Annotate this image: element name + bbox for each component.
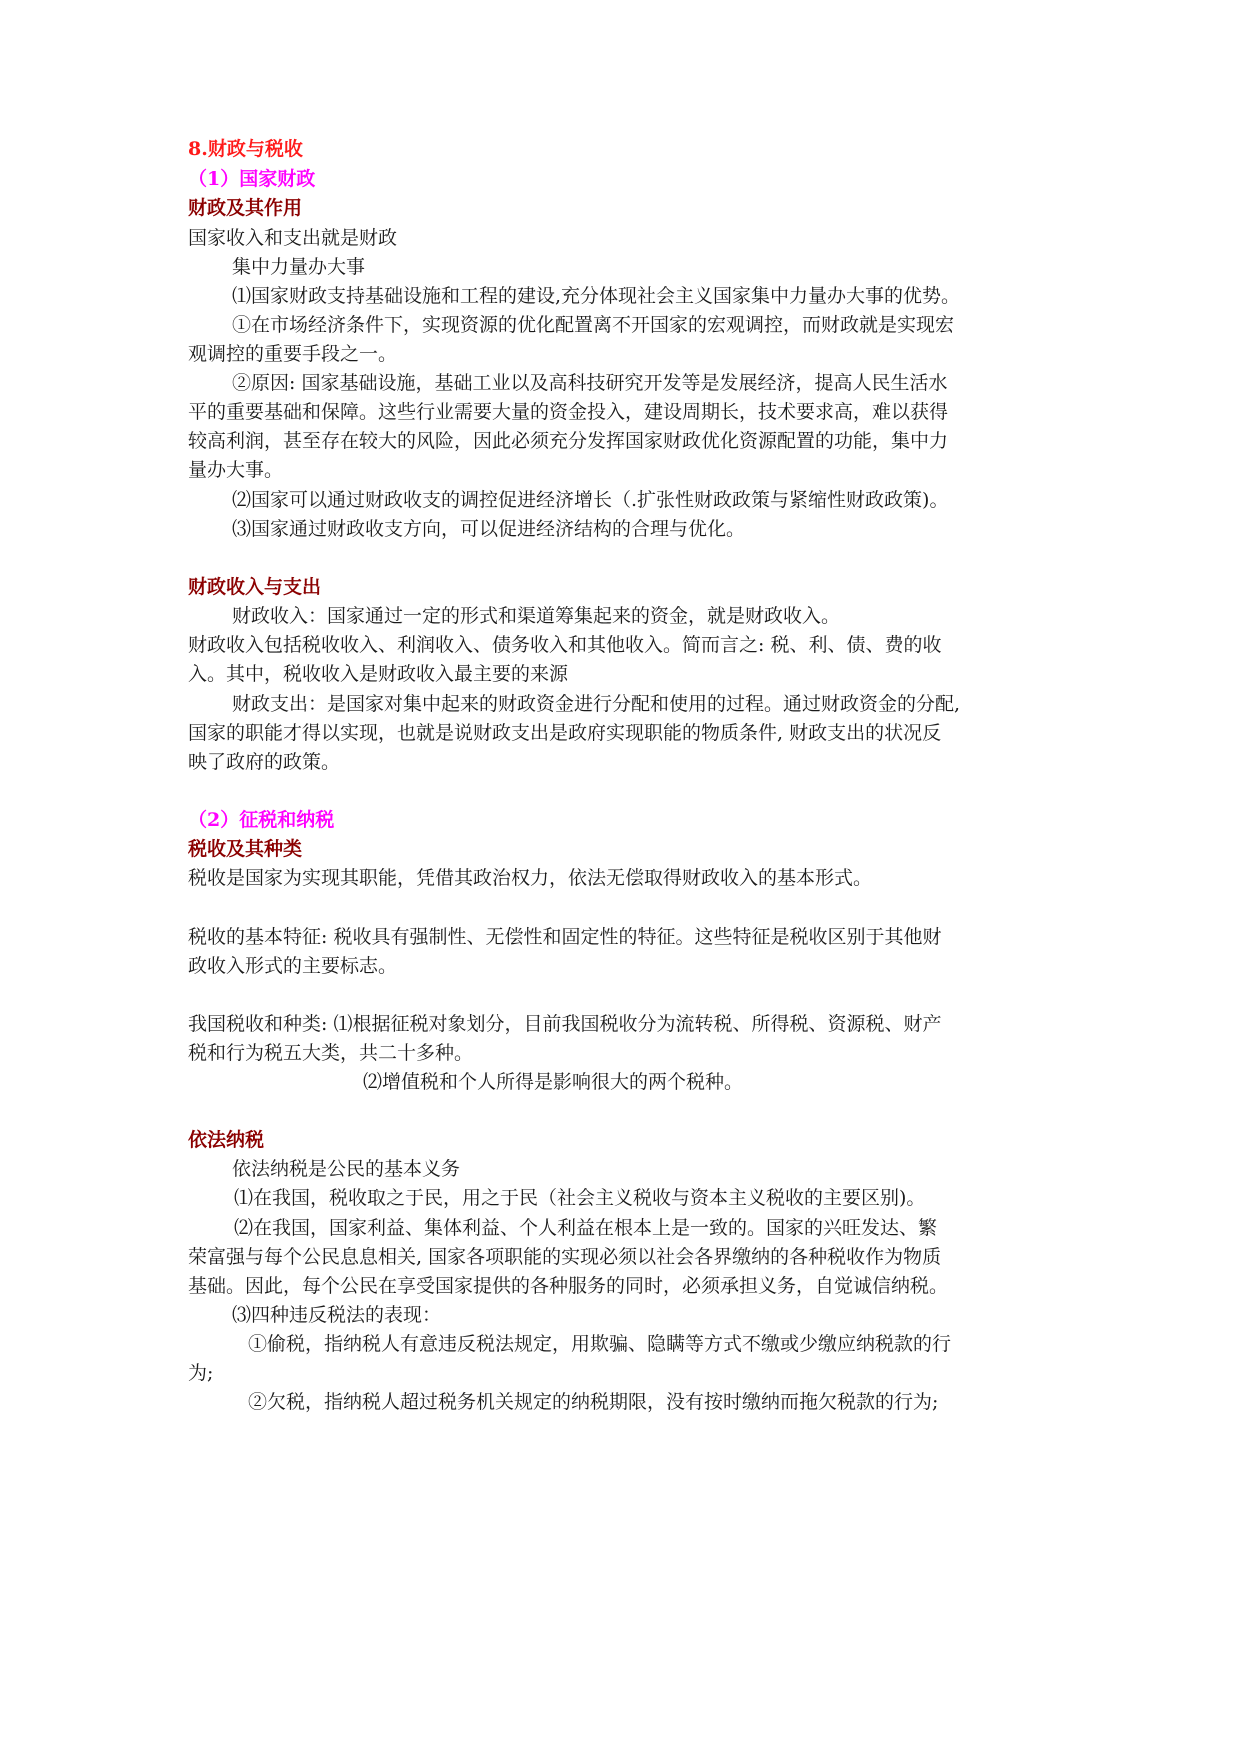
paragraph-line: ⑵在我国，国家利益、集体利益、个人利益在根本上是一致的。国家的兴旺发达、繁	[234, 1217, 938, 1239]
paragraph-line: ⑶国家通过财政收支方向，可以促进经济结构的合理与优化。	[232, 518, 746, 540]
paragraph-line: ②原因: 国家基础设施，基础工业以及高科技研究开发等是发展经济，提高人民生活水	[232, 372, 948, 394]
paragraph-line: 财政收入：国家通过一定的形式和渠道筹集起来的资金，就是财政收入。	[232, 605, 841, 627]
paragraph-line: ①偷税，指纳税人有意违反税法规定，用欺骗、隐瞒等方式不缴或少缴应纳税款的行	[248, 1333, 952, 1355]
paragraph-line: ⑵增值税和个人所得是影响很大的两个税种。	[363, 1071, 744, 1093]
paragraph-line: 国家收入和支出就是财政	[188, 227, 398, 249]
paragraph-line: 政收入形式的主要标志。	[188, 955, 398, 977]
paragraph-line: 税收是国家为实现其职能，凭借其政治权力，依法无偿取得财政收入的基本形式。	[188, 867, 873, 889]
paragraph-line: 为;	[188, 1362, 214, 1384]
doc-title: 8.财政与税收	[188, 138, 303, 160]
paragraph-line: 较高利润，甚至存在较大的风险，因此必须充分发挥国家财政优化资源配置的功能，集中力	[188, 430, 949, 452]
paragraph-line: ⑴在我国，税收取之于民，用之于民（社会主义税收与资本主义税收的主要区别)。	[234, 1187, 926, 1209]
paragraph-line: 财政支出：是国家对集中起来的财政资金进行分配和使用的过程。通过财政资金的分配,	[232, 693, 961, 715]
paragraph-line: 入。其中，税收收入是财政收入最主要的来源	[188, 663, 569, 685]
paragraph-line: ②欠税，指纳税人超过税务机关规定的纳税期限，没有按时缴纳而拖欠税款的行为;	[248, 1391, 939, 1413]
paragraph-line: ⑵国家可以通过财政收支的调控促进经济增长（.扩张性财政政策与紧缩性财政政策)。	[232, 489, 949, 511]
paragraph-line: 基础。因此，每个公民在享受国家提供的各种服务的同时，必须承担义务，自觉诚信纳税。	[188, 1275, 949, 1297]
paragraph-line: 平的重要基础和保障。这些行业需要大量的资金投入，建设周期长，技术要求高，难以获得	[188, 401, 949, 423]
paragraph-line: 我国税收和种类: ⑴根据征税对象划分，目前我国税收分为流转税、所得税、资源税、财产	[188, 1013, 942, 1035]
paragraph-line: ⑶四种违反税法的表现：	[232, 1304, 442, 1326]
subheading-tax-types: 税收及其种类	[188, 838, 303, 860]
section-heading-taxation: （2）征税和纳税	[188, 809, 335, 831]
subheading-finance-role: 财政及其作用	[188, 197, 303, 219]
paragraph-line: 量办大事。	[188, 459, 284, 481]
paragraph-line: 国家的职能才得以实现，也就是说财政支出是政府实现职能的物质条件, 财政支出的状况反	[188, 722, 942, 744]
subheading-lawful-tax: 依法纳税	[188, 1129, 265, 1151]
section-heading-national-finance: （1）国家财政	[188, 168, 316, 190]
paragraph-line: 税收的基本特征: 税收具有强制性、无偿性和固定性的特征。这些特征是税收区别于其他财	[188, 926, 942, 948]
paragraph-line: 财政收入包括税收收入、利润收入、债务收入和其他收入。简而言之: 税、利、债、费的收	[188, 634, 942, 656]
paragraph-line: 观调控的重要手段之一。	[188, 343, 398, 365]
paragraph-line: 依法纳税是公民的基本义务	[232, 1158, 461, 1180]
paragraph-line: 映了政府的政策。	[188, 751, 341, 773]
subheading-revenue-expenditure: 财政收入与支出	[188, 576, 322, 598]
paragraph-line: 集中力量办大事	[232, 256, 366, 278]
paragraph-line: 荣富强与每个公民息息相关, 国家各项职能的实现必须以社会各界缴纳的各种税收作为物质	[188, 1246, 942, 1268]
paragraph-line: 税和行为税五大类，共二十多种。	[188, 1042, 474, 1064]
paragraph-line: ①在市场经济条件下，实现资源的优化配置离不开国家的宏观调控，而财政就是实现宏	[232, 314, 955, 336]
paragraph-line: ⑴国家财政支持基础设施和工程的建设,充分体现社会主义国家集中力量办大事的优势。	[232, 285, 961, 307]
